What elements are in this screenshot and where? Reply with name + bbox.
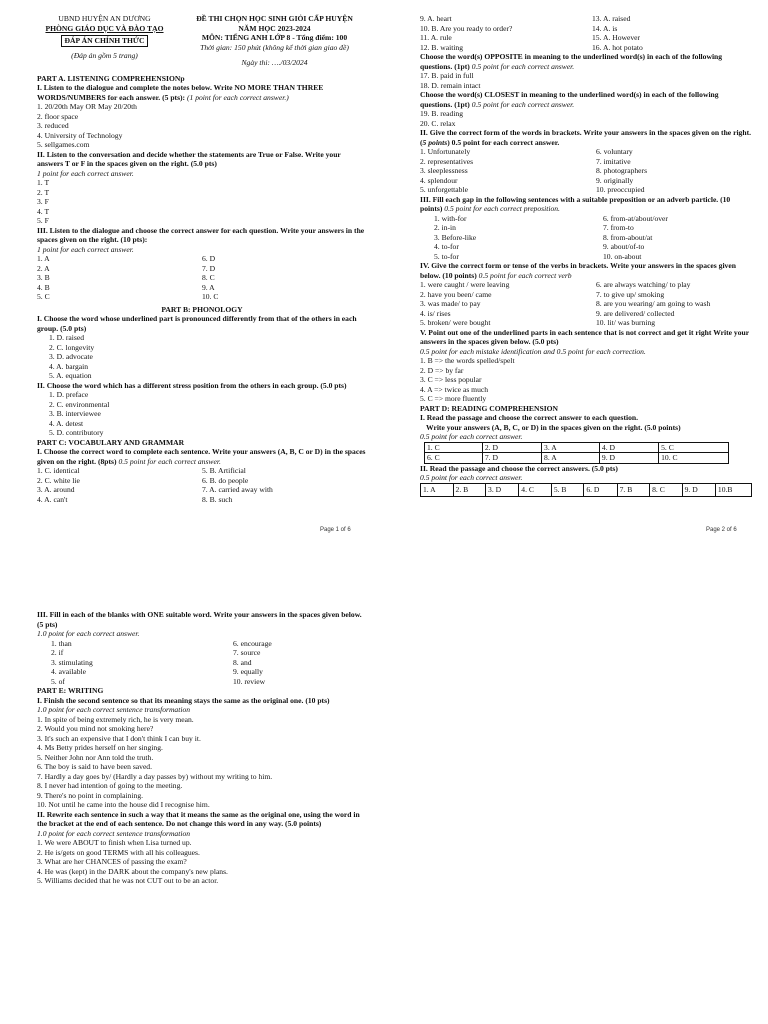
c4-answer: 9. are delivered/ collected [596, 308, 675, 318]
closest-title: Choose the word(s) CLOSEST in meaning to the underlined word(s) in each of the following questions. (1pt) 0.5 point for each correct answer. [420, 90, 719, 109]
e1-answer: 1. In spite of being extremely rich, he is very mean. [37, 714, 194, 724]
table-cell: 7. B [617, 483, 650, 496]
c2-answer: 2. representatives [420, 156, 474, 166]
a3-answer: 8. C [202, 273, 215, 282]
c2-answer: 8. photographers [596, 166, 648, 175]
c2-answer: 9. originally [596, 175, 634, 185]
section-a2-note: 1 point for each correct answer. [37, 168, 134, 178]
c1-answer: 9. A. heart [420, 14, 452, 23]
a3-answer: 6. D [202, 254, 216, 263]
section-b2-title: II. Choose the word which has a different stress position from the others in each group. (5.0 pts) [37, 380, 347, 390]
c5-answer: 3. C => less popular [420, 375, 482, 384]
e1-answer: 3. It's such an expensive that I don't think I can buy it. [37, 733, 201, 743]
a2-answer: 4. T [37, 206, 50, 216]
opposite-answer: 17. B. paid in full [420, 71, 474, 80]
e2-answer: 5. Williams decided that he was not CUT out to be an actor. [37, 876, 219, 885]
c2-answer: 3. sleeplessness [420, 166, 468, 175]
c1-answer: 4. A. can't [37, 494, 68, 504]
section-c3-title: III. Fill each gap in the following sentences with a suitable preposition or an adverb particle. (10 points) 0.5 point for each correct preposition. [420, 194, 731, 213]
a2-answer: 5. F [37, 216, 49, 225]
c1-answer: 13. A. raised [592, 14, 631, 23]
part-a-heading: PART A. LISTENING COMPREHENSIONp [37, 73, 185, 83]
c3-answer: 7. from-to [603, 223, 634, 232]
part-e-heading: PART E: WRITING [37, 686, 104, 695]
d1-answer-table [424, 442, 729, 464]
official-answer-box: ĐÁP ÁN CHÍNH THỨC [61, 35, 149, 47]
a2-answer: 3. F [37, 197, 49, 206]
c1-answer: 5. B. Artificial [202, 466, 246, 475]
d2-answer-table [420, 483, 752, 497]
e2-answer: 3. What are her CHANCES of passing the exam? [37, 857, 187, 866]
table-cell: 3. A [542, 442, 600, 453]
c1-answer: 12. B. waiting [420, 42, 464, 52]
e3-answer: 3. stimulating [51, 657, 93, 667]
table-row [425, 453, 729, 464]
school-year: NĂM HỌC 2023-2024 [238, 23, 311, 33]
part-d-heading: PART D: READING COMPREHENSION [420, 403, 559, 413]
c2-answer: 7. imitative [596, 156, 631, 166]
table-cell: 3. D [486, 483, 519, 496]
e3-answer: 2. if [51, 648, 64, 657]
a3-answer: 10. C [202, 292, 219, 301]
section-e2-title: II. Rewrite each sentence in such a way that it means the same as the original one, using the word in the bracket at the end of each sentence. Do not change this word in any way. (5.0 points) [37, 809, 360, 828]
section-d1-title-2: Write your answers (A, B, C, or D) in the spaces given on the right. (5.0 points) [426, 422, 681, 432]
table-cell: 6. C [425, 453, 483, 464]
e3-answer: 8. and [233, 657, 252, 667]
table-cell: 1. A [421, 483, 454, 496]
part-b-heading: PART B: PHONOLOGY [161, 304, 243, 314]
table-row [421, 483, 752, 496]
c5-answer: 1. B => the words spelled/spelt [420, 356, 515, 365]
header-left [37, 14, 172, 68]
c1-answer: 10. B. Are you ready to order? [420, 23, 513, 33]
header-right [182, 14, 367, 68]
c1-answer: 3. A. around [37, 485, 75, 494]
c3-answer: 9. about/of-to [603, 242, 645, 251]
a1-answer: 5. sellgames.com [37, 140, 90, 149]
c1-answers [37, 466, 367, 504]
table-cell: 10. C [659, 453, 729, 464]
section-a3-note: 1 point for each correct answer. [37, 244, 134, 254]
table-cell: 5. C [659, 442, 729, 453]
c1-answer: 1. C. identical [37, 466, 80, 475]
c5-answer: 4. A => twice as much [420, 384, 489, 394]
c3-answers [420, 214, 752, 262]
a3-answer: 4. B [37, 282, 50, 292]
c5-answer: 5. C => more fluently [420, 394, 487, 403]
e1-answer: 6. The boy is said to have been saved. [37, 762, 153, 771]
table-cell: 4. D [599, 442, 658, 453]
a3-answer: 2. A [37, 263, 50, 273]
a1-answer: 3. reduced [37, 121, 69, 130]
table-row [425, 442, 729, 453]
table-cell: 6. D [584, 483, 617, 496]
part-c-heading: PART C: VOCABULARY AND GRAMMAR [37, 437, 185, 447]
exam-date: Ngày thi: …./03/2024 [241, 58, 308, 67]
e3-answer: 7. source [233, 648, 261, 657]
c4-answer: 1. were caught / were leaving [420, 280, 510, 289]
department-name: UBND HUYỆN AN DƯƠNG [58, 14, 151, 23]
a2-answer: 1. T [37, 178, 50, 187]
page-2 [420, 14, 752, 534]
section-c5-title: V. Point out one of the underlined parts in each sentence that is not correct and get it right Write your answers in the spaces given below. (5.0 pts) [420, 327, 749, 346]
c4-answer: 2. have you been/ came [420, 289, 492, 299]
c3-answer: 2. in-in [434, 223, 456, 232]
section-c2-title: II. Give the correct form of the words in brackets. Write your answers in the spaces given on the right. (5 points) 0.5 point for each correct answer. [420, 128, 751, 147]
c1-answer: 6. B. do people [202, 475, 249, 485]
section-c1-title: I. Choose the correct word to complete each sentence. Write your answers (A, B, C or D) in the spaces given on the right. (8pts) 0.5 point for each correct answer. [37, 447, 366, 466]
b2-answer: 4. A. detest [49, 418, 84, 428]
section-a1-title: I. Listen to the dialogue and complete the notes below. Write NO MORE THAN THREE WORDS/NUMBERS for each answer. (5 pts): (1 point for each correct answer.) [37, 83, 324, 102]
section-c4-title: IV. Give the correct form or tense of the verbs in brackets. Write your answers in the spaces given below. (10 points) 0.5 point for each correct verb [420, 261, 736, 280]
e1-answer: 10. Not until he came into the house did I recognise him. [37, 800, 210, 809]
exam-title: ĐỀ THI CHỌN HỌC SINH GIỎI CẤP HUYỆN [196, 14, 353, 23]
section-d1-title: I. Read the passage and choose the correct answer to each question. [420, 413, 639, 422]
c4-answer: 4. is/ rises [420, 308, 451, 318]
table-cell: 10.B [715, 483, 751, 496]
e3-answer: 1. than [51, 638, 72, 648]
c2-answer: 1. Unfortunately [420, 147, 471, 156]
b2-answer: 2. C. environmental [49, 399, 110, 409]
c1-answer: 16. A. hot potato [592, 42, 643, 52]
e1-answer: 8. I never had intention of going to the meeting. [37, 781, 183, 790]
a1-answer: 1. 20/20th May OR May 20/20th [37, 102, 137, 111]
e1-answer: 9. There's no point in complaining. [37, 790, 144, 800]
c4-answers [420, 280, 752, 328]
office-name: PHÒNG GIÁO DỤC VÀ ĐÀO TẠO [45, 23, 164, 33]
table-cell: 8. C [650, 483, 683, 496]
e2-answer: 1. We were ABOUT to finish when Lisa turned up. [37, 838, 192, 847]
page-3 [37, 610, 367, 990]
closest-answer: 19. B. reading [420, 109, 464, 118]
page-number: Page 1 of 6 [320, 527, 351, 533]
a1-answer: 4. University of Technology [37, 130, 123, 140]
table-cell: 9. D [599, 453, 658, 464]
b2-answer: 5. D. contributory [49, 428, 104, 437]
a1-answer: 2. floor space [37, 111, 79, 121]
section-d2-note: 0.5 point for each correct answer. [420, 473, 523, 482]
section-a3-title: III. Listen to the dialogue and choose the correct answer for each question. Write your answers in the spaces given on the right. (10 pts): [37, 225, 365, 244]
section-b1-title: I. Choose the word whose underlined part is pronounced differently from that of the others in each group. (5.0 pts) [37, 314, 357, 333]
subject-line: MÔN: TIẾNG ANH LỚP 8 - Tổng điểm: 100 [201, 33, 348, 42]
c4-answer: 5. broken/ were bought [420, 318, 491, 327]
e3-answer: 4. available [51, 667, 86, 676]
time-limit: Thời gian: 150 phút (không kể thời gian giao đề) [200, 42, 349, 52]
b1-answer: 4. A. bargain [49, 361, 89, 371]
e3-answer: 10. review [233, 676, 266, 686]
section-e3-title: III. Fill in each of the blanks with ONE suitable word. Write your answers in the spaces given below. (5 pts) [37, 610, 362, 629]
c1-answer: 11. A. rule [420, 33, 452, 42]
c3-answer: 3. Before-like [434, 232, 477, 242]
section-a2-title: II. Listen to the conversation and decide whether the statements are True or False. Write your answers T or F in the spaces given on the right. (5.0 pts) [37, 149, 341, 168]
c3-answer: 8. from-about/at [603, 232, 653, 242]
c2-answer: 5. unforgettable [420, 185, 468, 194]
e2-answer: 4. He was (kept) in the DARK about the company's new plans. [37, 866, 228, 876]
c2-answer: 10. preoccupied [596, 185, 645, 194]
e1-answer: 4. Ms Betty prides herself on her singing. [37, 743, 163, 752]
table-cell: 9. D [682, 483, 715, 496]
e1-answer: 7. Hardly a day goes by/ (Hardly a day passes by) without my writing to him. [37, 771, 273, 781]
c3-answer: 4. to-for [434, 242, 459, 251]
b2-answer: 1. D. preface [49, 390, 89, 399]
c2-answers [420, 147, 752, 195]
c3-answer: 5. to-for [434, 251, 459, 261]
c3-answer: 6. from-at/about/over [603, 213, 668, 223]
c4-answer: 7. to give up/ smoking [596, 289, 665, 299]
c1-answer: 8. B. such [202, 494, 233, 504]
opposite-answer: 18. D. remain intact [420, 80, 481, 90]
c4-answer: 10. lit/ was burning [596, 318, 656, 327]
c3-answer: 1. with-for [434, 213, 467, 223]
a3-answer: 5. C [37, 292, 50, 301]
a2-answer: 2. T [37, 187, 50, 197]
page-1 [37, 14, 367, 534]
b1-answer: 1. D. raised [49, 333, 85, 342]
table-cell: 5. B [551, 483, 584, 496]
table-cell: 7. D [482, 453, 541, 464]
table-cell: 4. C [519, 483, 552, 496]
a3-answer: 1. A [37, 254, 50, 263]
section-e1-title: I. Finish the second sentence so that its meaning stays the same as the original one. (10 pts) [37, 695, 330, 705]
a3-answers [37, 254, 367, 302]
c4-answer: 3. was made/ to pay [420, 299, 481, 308]
b2-answer: 3. B. interviewee [49, 409, 101, 418]
c1-answer: 14. A. is [592, 23, 618, 33]
table-cell: 1. C [425, 442, 483, 453]
opposite-title: Choose the word(s) OPPOSITE in meaning to the underlined word(s) in each of the following questions. (1pt) 0.5 point for each correct answer. [420, 52, 723, 71]
section-d2-title: II. Read the passage and choose the correct answers. (5.0 pts) [420, 463, 618, 473]
section-c5-note: 0.5 point for each mistake identification and 0.5 point for each correction. [420, 346, 646, 356]
c3-answer: 10. on-about [603, 251, 642, 261]
section-d1-note: 0.5 point for each correct answer. [420, 432, 523, 441]
b1-answer: 2. C. longevity [49, 342, 95, 352]
e3-answer: 9. equally [233, 667, 263, 676]
b1-answer: 5. A. equation [49, 371, 92, 380]
c4-answer: 8. are you wearing/ am going to wash [596, 299, 711, 308]
section-e3-note: 1.0 point for each correct answer. [37, 629, 140, 638]
closest-answer: 20. C. relax [420, 118, 456, 128]
b1-answer: 3. D. advocate [49, 352, 93, 361]
c1-answers-continued [420, 14, 752, 52]
table-cell: 2. B [453, 483, 486, 496]
c4-answer: 6. are always watching/ to play [596, 280, 691, 289]
c1-answer: 15. A. However [592, 33, 641, 42]
a3-answer: 9. A [202, 282, 215, 292]
c2-answer: 6. voluntary [596, 147, 633, 156]
e1-answer: 2. Would you mind not smoking here? [37, 724, 154, 733]
c2-answer: 4. splendour [420, 175, 458, 185]
e3-answer: 5. of [51, 676, 65, 686]
c1-answer: 7. A. carried away with [202, 485, 273, 494]
page-number: Page 2 of 6 [706, 527, 737, 533]
section-e2-note: 1.0 point for each correct sentence transformation [37, 828, 191, 838]
pages-note: (Đáp án gồm 5 trang) [71, 50, 138, 60]
c5-answer: 2. D => by far [420, 365, 464, 375]
e3-answers [37, 639, 367, 687]
e2-answer: 2. He is/gets on good TERMS with all his colleagues. [37, 847, 200, 857]
table-cell: 2. D [482, 442, 541, 453]
e1-answer: 5. Neither John nor Ann told the truth. [37, 752, 154, 762]
a3-answer: 7. D [202, 263, 216, 273]
e3-answer: 6. encourage [233, 638, 272, 648]
section-e1-note: 1.0 point for each correct sentence transformation [37, 705, 191, 714]
a3-answer: 3. B [37, 273, 50, 282]
table-cell: 8. A [542, 453, 600, 464]
exam-header [37, 14, 367, 68]
c1-answer: 2. C. white lie [37, 475, 80, 485]
